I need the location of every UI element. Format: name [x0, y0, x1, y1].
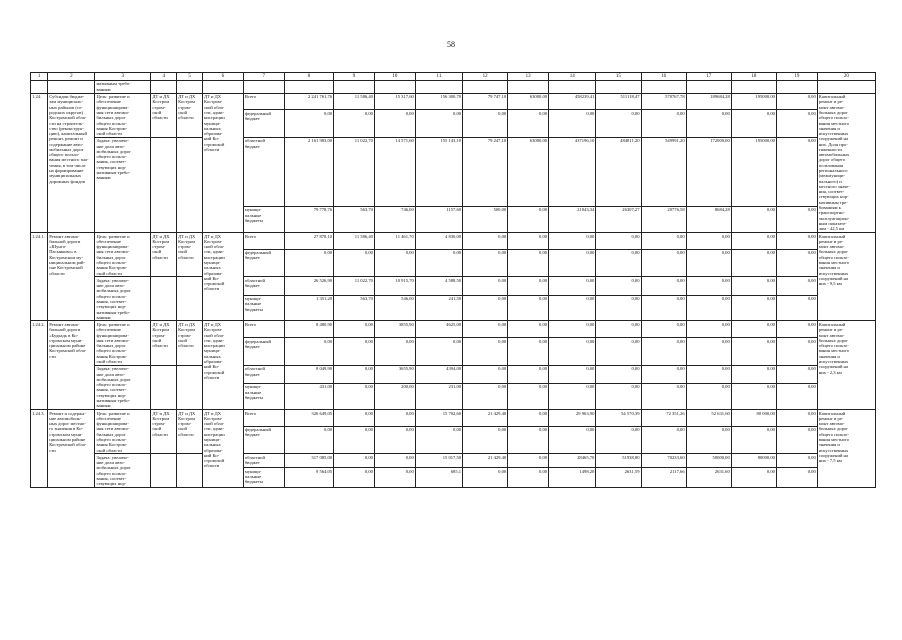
value-cell: 156 300,70	[415, 93, 462, 110]
funding-source: областной бюджет	[243, 365, 284, 383]
value-cell: 2117,66	[641, 468, 686, 488]
row-number: 1.24.	[31, 93, 48, 233]
value-cell: 0,00	[415, 110, 462, 138]
value-cell: 0,00	[641, 365, 686, 383]
value-cell: 195000,00	[731, 137, 776, 206]
value-cell: 10 915,70	[374, 277, 415, 295]
value-cell: 484811,20	[596, 137, 641, 206]
value-cell: 746,00	[374, 207, 415, 233]
value-cell: 0,00	[686, 277, 731, 295]
value-cell: 511118,47	[596, 93, 641, 110]
value-cell: 0,00	[463, 249, 508, 277]
value-cell: 0,00	[463, 365, 508, 383]
value-cell: 0,00	[686, 110, 731, 138]
value-cell: 20776,58	[641, 207, 686, 233]
header-col-15: 15	[596, 73, 641, 81]
value-cell: 11 586,40	[334, 233, 375, 250]
value-cell: 11 022,70	[334, 137, 375, 206]
value-cell: 4 588,50	[415, 277, 462, 295]
value-cell: 9 564,05	[284, 468, 333, 488]
value-cell: 0,00	[508, 277, 549, 295]
value-cell: 0,00	[549, 365, 596, 383]
value-cell: 0,00	[463, 295, 508, 321]
header-col-16: 16	[641, 73, 686, 81]
value-cell: 326 649,05	[284, 409, 333, 426]
budget-table	[30, 72, 876, 488]
row-responsible-c5: ДТ и ДХ Костром стром- ской области	[177, 93, 203, 137]
value-cell: 0,00	[374, 110, 415, 138]
row-executors: ДТ и ДХ Костром- ской обла- сти, адми- нистрации муници- пальных образова- ний Ко- стромской области	[202, 321, 243, 409]
value-cell: 0,00	[776, 110, 817, 138]
row-number: 1.24.1.	[31, 233, 48, 321]
value-cell: 0,00	[334, 384, 375, 410]
row-goal: Цель: развитие и обеспечение функционирова- ния сети автомо- бильных дорог общего пользо- вания Костром- ской области	[95, 321, 151, 365]
header-col-19: 19	[776, 73, 817, 81]
value-cell: 0,00	[334, 338, 375, 366]
value-cell: 1498,20	[549, 468, 596, 488]
value-cell: 0,00	[284, 338, 333, 366]
value-cell: 79 747,10	[463, 93, 508, 110]
funding-source: федеральный бюджет	[243, 426, 284, 454]
row-goal: Цель: развитие и обеспечение функционирова- ния сети автомо- бильных дорог общего пользо- вания Костром- ской области	[95, 93, 151, 137]
value-cell: 0,00	[776, 277, 817, 295]
value-cell: 15 017,50	[415, 454, 462, 468]
value-cell: 3855,90	[374, 321, 415, 338]
value-cell: 0,00	[374, 454, 415, 468]
value-cell: 0,00	[508, 468, 549, 488]
value-cell: 8684,28	[686, 207, 731, 233]
value-cell: 563,70	[334, 295, 375, 321]
row-result: Капитальный ремонт и ре- монт автомо- бильных дорог общего пользо- вания местного значения и искусственных сооружений на них - 2,3 км	[817, 321, 875, 409]
value-cell: 0,00	[334, 454, 375, 468]
header-col-13: 13	[508, 73, 549, 81]
value-cell: 2 161 983,00	[284, 137, 333, 206]
value-cell: 0,00	[463, 384, 508, 410]
row-goal: Цель: развитие и обеспечение функционирова- ния сети автомо- бильных дорог общего пользо- вания Костром- ской области	[95, 233, 151, 277]
header-col-4: 4	[151, 73, 177, 81]
row-responsible-c4: ДТ и ДХ Костром стром- ской области	[151, 93, 177, 137]
row-result: Капитальный ремонт и ре- монт автомо- бильных дорог общего пользо- вания местного значения и искусственных сооружений на них - 7,5 км	[817, 409, 875, 487]
empty-cell	[177, 137, 203, 232]
table-row	[31, 365, 876, 383]
funding-source: федеральный бюджет	[243, 338, 284, 366]
value-cell: 685,1	[415, 468, 462, 488]
header-col-7: 7	[243, 73, 284, 81]
value-cell: 0,00	[686, 426, 731, 454]
value-cell: 546,00	[374, 295, 415, 321]
header-col-11: 11	[415, 73, 462, 81]
row-responsible-c5: ДТ и ДХ Костром стром- ской области	[177, 321, 203, 365]
value-cell: 63000,00	[508, 93, 549, 110]
value-cell: 563,70	[334, 207, 375, 233]
value-cell: 0,00	[641, 338, 686, 366]
value-cell: 0,00	[374, 409, 415, 426]
row-number: 1.24.3.	[31, 409, 48, 487]
value-cell: 80000,00	[731, 454, 776, 468]
funding-source: муници- пальные бюджеты	[243, 295, 284, 321]
page-number: 58	[447, 40, 455, 49]
header-col-17: 17	[686, 73, 731, 81]
value-cell: 80 000,00	[731, 409, 776, 426]
row-name: Ремонт и содержа- ние автомобиль- ных дорог местно- го значения в Ко- стромском муни- ципальном районе Костромской обла- сти	[48, 409, 95, 487]
value-cell: 0,00	[334, 110, 375, 138]
value-cell: 0,00	[549, 321, 596, 338]
value-cell: 0,00	[415, 426, 462, 454]
value-cell: 549991,20	[641, 137, 686, 206]
header-col-20: 20	[817, 73, 875, 81]
row-name: Ремонт автомо- бильной дороги «Шунга- Пасынково» в Костромском му- ниципальном рай- оне Костромской области	[48, 233, 95, 321]
value-cell: 195000,00	[731, 93, 776, 110]
value-cell: 1157,60	[415, 207, 462, 233]
empty-cell	[177, 365, 203, 409]
value-cell: 458239,41	[549, 93, 596, 110]
value-cell: 0,00	[508, 338, 549, 366]
funding-source: Всего	[243, 233, 284, 250]
header-col-8: 8	[284, 73, 333, 81]
value-cell: 3655,90	[374, 365, 415, 383]
value-cell: 0,00	[463, 338, 508, 366]
carry-over-text: матывным требо- ваниям	[95, 80, 151, 93]
value-cell: 0,00	[374, 468, 415, 488]
value-cell: 0,00	[731, 426, 776, 454]
header-col-10: 10	[374, 73, 415, 81]
value-cell: 2631,60	[686, 468, 731, 488]
value-cell: 0,00	[641, 384, 686, 410]
value-cell: 0,00	[686, 365, 731, 383]
value-cell: 21 429,40	[463, 409, 508, 426]
value-cell: 0,00	[374, 249, 415, 277]
value-cell: 0,00	[334, 249, 375, 277]
value-cell: 0,00	[641, 277, 686, 295]
row-task: Задача: увеличе- ние доли авто- мобильных дорог общего пользо- вания, соответ- ствующих нор- мативным требо- ваниям	[95, 365, 151, 409]
header-row	[31, 73, 876, 81]
value-cell: 14 571,60	[374, 137, 415, 206]
value-cell: 0,00	[641, 233, 686, 250]
header-col-14: 14	[549, 73, 596, 81]
value-cell: 0,00	[731, 233, 776, 250]
value-cell: 0,00	[549, 110, 596, 138]
value-cell: 0,00	[731, 110, 776, 138]
empty-cell	[151, 277, 177, 321]
header-col-2: 2	[48, 73, 95, 81]
value-cell: 0,00	[508, 409, 549, 426]
value-cell: 500,00	[463, 207, 508, 233]
value-cell: 0,00	[334, 426, 375, 454]
value-cell: 570767,78	[641, 93, 686, 110]
value-cell: 0,00	[508, 233, 549, 250]
value-cell: 0,00	[549, 233, 596, 250]
row-task: Задача: увеличе- ние доли авто- мобильных дорог общего пользо- вания, соответ- ствующих нор- мативным требо- ваниям	[95, 137, 151, 232]
value-cell: 317 085,00	[284, 454, 333, 468]
table-row	[31, 454, 876, 468]
header-col-12: 12	[463, 73, 508, 81]
value-cell: 0,00	[596, 295, 641, 321]
value-cell: 0,00	[686, 249, 731, 277]
value-cell: 0,00	[776, 454, 817, 468]
funding-source: Всего	[243, 409, 284, 426]
value-cell: 155 143,10	[415, 137, 462, 206]
row-task: Задача: увеличе- ние доли авто- мобильных дорог общего пользо- вания, соответ- ствующих нор- мативным требо- ваниям	[95, 277, 151, 321]
value-cell: 8 049,90	[284, 365, 333, 383]
value-cell: 2631,59	[596, 468, 641, 488]
value-cell: 0,00	[596, 277, 641, 295]
value-cell: 437196,10	[549, 137, 596, 206]
value-cell: 51938,80	[596, 454, 641, 468]
value-cell: 0,00	[776, 338, 817, 366]
value-cell: 0,00	[731, 277, 776, 295]
value-cell: 0,00	[596, 338, 641, 366]
funding-source: муници- пальные бюджеты	[243, 468, 284, 488]
value-cell: 70233,60	[641, 454, 686, 468]
value-cell: 0,00	[549, 338, 596, 366]
row-name: Субсидии бюдже- там муниципаль- ных районов (го- родских округов) Костромской обла- сти на строитель- ство (реконструк- цию), капитальный ремонт, ремонт и содержание авто- мобильных дорог общего пользо- вания местного зна- чения, в том числе на формирование муниципальных дорожных фондов	[48, 93, 95, 233]
table-row	[31, 233, 876, 250]
funding-source: муници- пальные бюджеты	[243, 384, 284, 410]
value-cell: 0,00	[508, 110, 549, 138]
value-cell: 231,00	[415, 384, 462, 410]
value-cell: 0,00	[508, 249, 549, 277]
value-cell: 11 586,40	[334, 93, 375, 110]
value-cell: 0,00	[463, 277, 508, 295]
row-task: Задача: увеличе- ние доли авто- мобильных дорог общего пользо- вания, соответ- ствующих нор-	[95, 454, 151, 487]
row-executors: ДТ и ДХ Костром- ской обла- сти, адми- нистрации муници- пальных образова- ний Ко- стромской области	[202, 409, 243, 487]
value-cell: 0,00	[776, 233, 817, 250]
value-cell: 0,00	[596, 110, 641, 138]
value-cell: 63000,00	[508, 137, 549, 206]
funding-source: областной бюджет	[243, 277, 284, 295]
value-cell: 0,00	[686, 295, 731, 321]
value-cell: 0,00	[596, 321, 641, 338]
value-cell: 0,00	[731, 384, 776, 410]
value-cell: 0,00	[776, 249, 817, 277]
value-cell: 0,00	[686, 338, 731, 366]
empty-cell	[177, 277, 203, 321]
row-result: Капитальный ремонт и ре- монт автомо- бильных дорог общего пользо- вания местного значения и искусственных сооружений на них. Доля про- тяженности автомобильных дорог общего пользования регионального (межмуници- пального) и местного значе- ния, соответ- ствующих нор- мативным тре- бованиям к транспортно- эксплуатацион- ным показате- лям - 42,5 км	[817, 93, 875, 233]
value-cell: 79 778,76	[284, 207, 333, 233]
value-cell: 0,00	[596, 426, 641, 454]
value-cell: 29 963,90	[549, 409, 596, 426]
funding-source: областной бюджет	[243, 454, 284, 468]
value-cell: 0,00	[463, 233, 508, 250]
value-cell: 26307,27	[596, 207, 641, 233]
table-row	[31, 409, 876, 426]
value-cell: 0,00	[776, 207, 817, 233]
value-cell: 431,00	[284, 384, 333, 410]
value-cell: 0,00	[463, 110, 508, 138]
value-cell: 0,00	[686, 233, 731, 250]
header-col-5: 5	[177, 73, 203, 81]
row-executors: ДТ и ДХ Костром- ской обла- сти, адми- нистрации муници- пальных образова- ний Ко- стромской области	[202, 93, 243, 233]
row-responsible-c4: ДТ и ДХ Костром стром- ской области	[151, 321, 177, 365]
value-cell: 21 429,40	[463, 454, 508, 468]
value-cell: 28465,70	[549, 454, 596, 468]
funding-source: Всего	[243, 93, 284, 110]
table-row	[31, 93, 876, 110]
value-cell: 0,00	[731, 249, 776, 277]
value-cell: 50000,00	[686, 454, 731, 468]
value-cell: 0,00	[641, 249, 686, 277]
row-number: 1.24.2.	[31, 321, 48, 409]
value-cell: 15 702,60	[415, 409, 462, 426]
value-cell: 0,00	[549, 277, 596, 295]
value-cell: 0,00	[641, 110, 686, 138]
value-cell: 0,00	[641, 321, 686, 338]
funding-source: федеральный бюджет	[243, 110, 284, 138]
value-cell: 54 570,39	[596, 409, 641, 426]
value-cell: 0,00	[776, 468, 817, 488]
value-cell: 0,00	[415, 338, 462, 366]
value-cell: 0,00	[776, 137, 817, 206]
value-cell: 72 351,26	[641, 409, 686, 426]
value-cell: 0,00	[284, 249, 333, 277]
value-cell: 0,00	[596, 365, 641, 383]
row-goal: Цель: развитие и обеспечение функционирова- ния сети автомо- бильных дорог общего пользо- вания Костром- ской области	[95, 409, 151, 453]
header-col-18: 18	[731, 73, 776, 81]
value-cell: 4 830,00	[415, 233, 462, 250]
value-cell: 0,00	[334, 321, 375, 338]
value-cell: 0,00	[374, 338, 415, 366]
value-cell: 0,00	[415, 249, 462, 277]
value-cell: 15 317,60	[374, 93, 415, 110]
table-row	[31, 277, 876, 295]
table-row	[31, 321, 876, 338]
value-cell: 0,00	[508, 384, 549, 410]
value-cell: 0,00	[508, 321, 549, 338]
value-cell: 0,00	[374, 426, 415, 454]
value-cell: 0,00	[686, 321, 731, 338]
value-cell: 0,00	[776, 426, 817, 454]
value-cell: 0,00	[284, 426, 333, 454]
value-cell: 0,00	[731, 295, 776, 321]
value-cell: 0,00	[508, 454, 549, 468]
value-cell: 0,00	[508, 207, 549, 233]
value-cell: 0,00	[776, 409, 817, 426]
row-result: Капитальный ремонт и ре- монт автомо- бильных дорог общего пользо- вания местного значения и искусственных сооружений на них - 9,5 км	[817, 233, 875, 321]
value-cell: 0,00	[731, 321, 776, 338]
value-cell: 0,00	[549, 249, 596, 277]
table-row	[31, 137, 876, 206]
header-col-6: 6	[202, 73, 243, 81]
value-cell: 21043,34	[549, 207, 596, 233]
row-name: Ремонт автомо- бильной дороги «Будкадь в Ко- стромском муни- ципальном районе Костромской обла- сти	[48, 321, 95, 409]
value-cell: 172000,00	[686, 137, 731, 206]
value-cell: 2 241 761,76	[284, 93, 333, 110]
row-responsible-c5: ДТ и ДХ Костром стром- ской области	[177, 233, 203, 277]
value-cell: 0,00	[596, 233, 641, 250]
carry-over-row	[31, 80, 876, 93]
value-cell: 200,00	[374, 384, 415, 410]
value-cell: 4394,00	[415, 365, 462, 383]
value-cell: 0,00	[776, 365, 817, 383]
value-cell: 11 461,70	[374, 233, 415, 250]
header-col-1: 1	[31, 73, 48, 81]
value-cell: 0,00	[776, 93, 817, 110]
value-cell: 52 631,60	[686, 409, 731, 426]
value-cell: 0,00	[731, 365, 776, 383]
value-cell: 4625,00	[415, 321, 462, 338]
funding-source: федеральный бюджет	[243, 249, 284, 277]
value-cell: 0,00	[334, 409, 375, 426]
value-cell: 0,00	[776, 321, 817, 338]
funding-source: муници- пальные бюджеты	[243, 207, 284, 233]
value-cell: 0,00	[776, 295, 817, 321]
value-cell: 0,00	[463, 426, 508, 454]
value-cell: 0,00	[549, 295, 596, 321]
value-cell: 0,00	[463, 321, 508, 338]
row-responsible-c5: ДТ и ДХ Костром стром- ской области	[177, 409, 203, 453]
value-cell: 0,00	[731, 207, 776, 233]
funding-source: областной бюджет	[243, 137, 284, 206]
value-cell: 26 526,90	[284, 277, 333, 295]
header-col-3: 3	[95, 73, 151, 81]
row-executors: ДТ и ДХ Костром- ской обла- сти, адми- нистрации муници- пальных образова- ний Ко- стромской области	[202, 233, 243, 321]
empty-cell	[151, 137, 177, 232]
value-cell: 0,00	[549, 384, 596, 410]
empty-cell	[151, 365, 177, 409]
value-cell: 0,00	[596, 249, 641, 277]
value-cell: 241,50	[415, 295, 462, 321]
value-cell: 0,00	[686, 384, 731, 410]
value-cell: 1 351,20	[284, 295, 333, 321]
value-cell: 0,00	[334, 365, 375, 383]
value-cell: 0,00	[731, 468, 776, 488]
funding-source: Всего	[243, 321, 284, 338]
header-col-9: 9	[334, 73, 375, 81]
value-cell: 0,00	[641, 295, 686, 321]
value-cell: 0,00	[508, 426, 549, 454]
value-cell: 0,00	[334, 468, 375, 488]
row-responsible-c4: ДТ и ДХ Костром стром- ской области	[151, 233, 177, 277]
empty-cell	[151, 454, 177, 487]
value-cell: 0,00	[641, 426, 686, 454]
value-cell: 0,00	[596, 384, 641, 410]
value-cell: 0,00	[284, 110, 333, 138]
row-responsible-c4: ДТ и ДХ Костром стром- ской области	[151, 409, 177, 453]
value-cell: 0,00	[549, 426, 596, 454]
value-cell: 0,00	[731, 338, 776, 366]
value-cell: 11 022,70	[334, 277, 375, 295]
value-cell: 0,00	[508, 295, 549, 321]
value-cell: 189684,28	[686, 93, 731, 110]
value-cell: 79 247,10	[463, 137, 508, 206]
value-cell: 0,00	[776, 384, 817, 410]
value-cell: 27 878,10	[284, 233, 333, 250]
value-cell: 0,00	[463, 468, 508, 488]
value-cell: 0,00	[508, 365, 549, 383]
empty-cell	[177, 454, 203, 487]
value-cell: 8 480,90	[284, 321, 333, 338]
